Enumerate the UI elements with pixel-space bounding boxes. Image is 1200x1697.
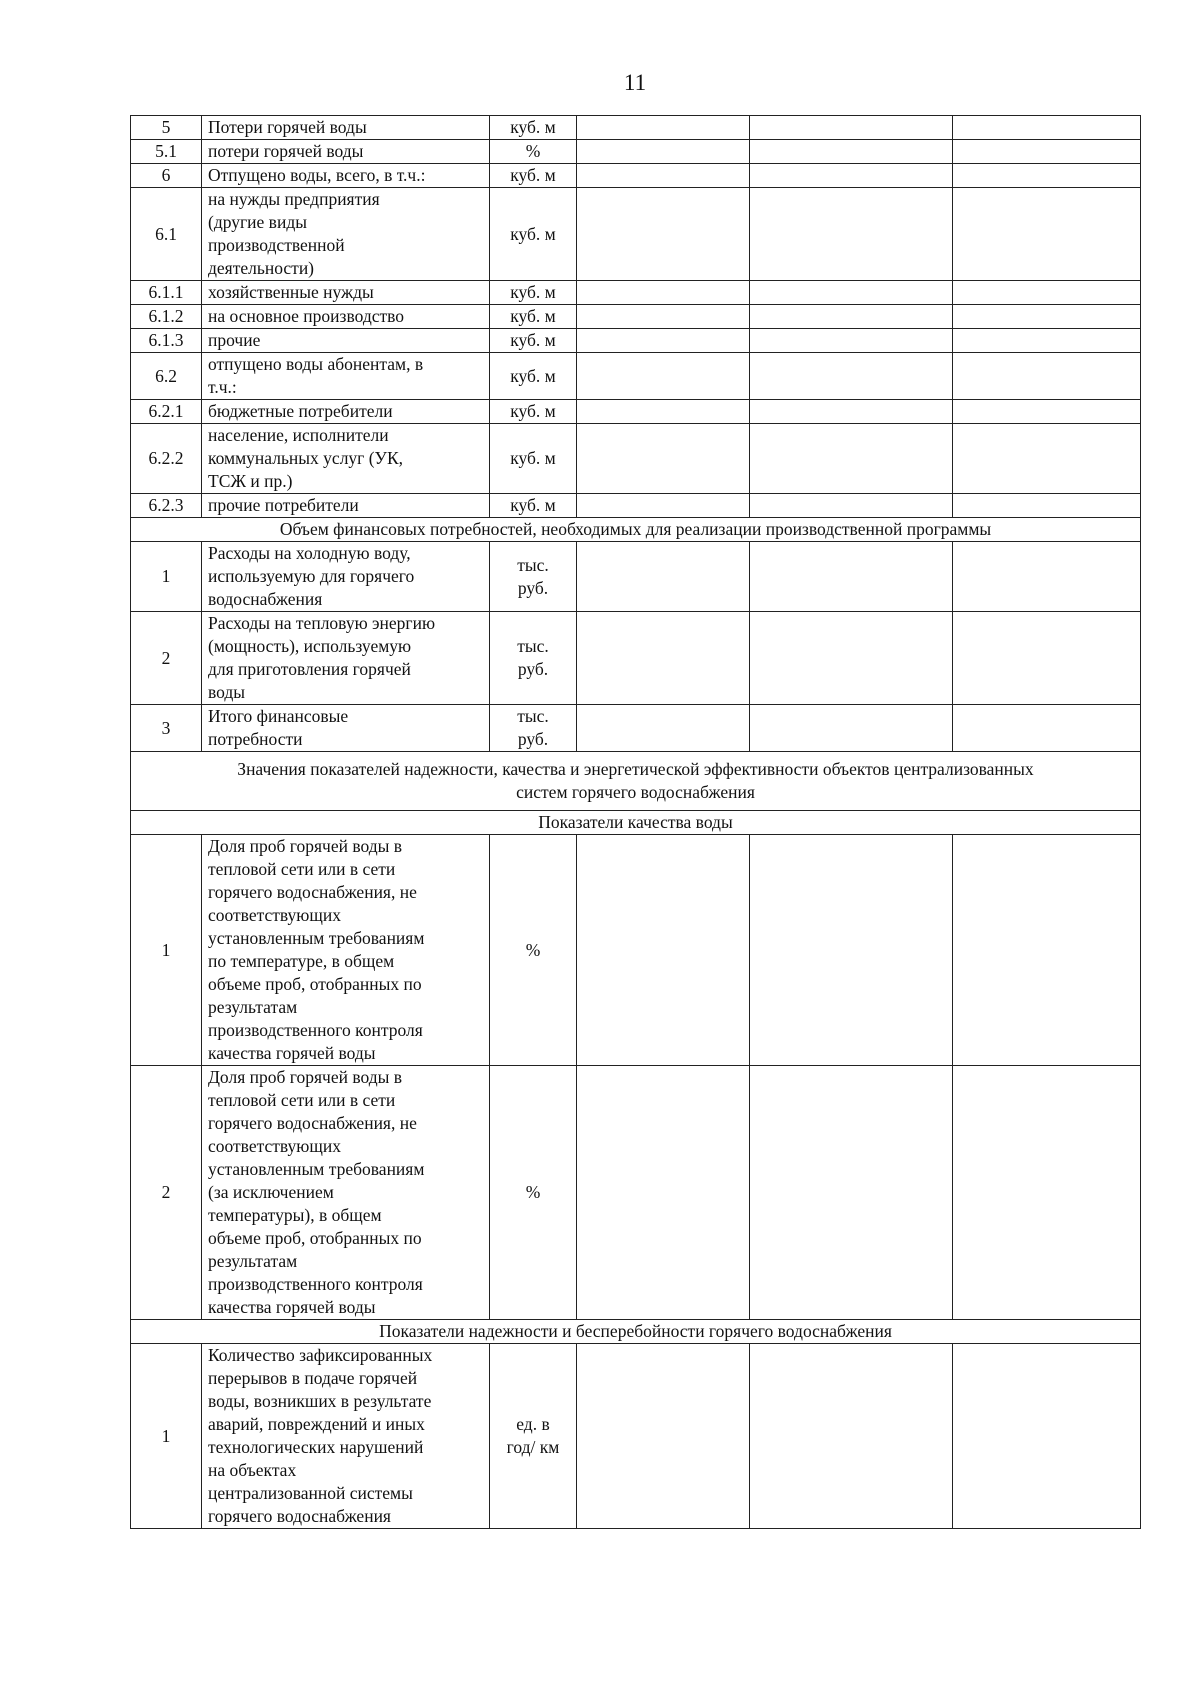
table-row [131, 424, 1141, 494]
value-cell [953, 353, 1141, 400]
value-cell [577, 1066, 750, 1320]
value-cell [953, 329, 1141, 353]
value-cell [577, 281, 750, 305]
value-cell [750, 281, 953, 305]
value-cell [750, 400, 953, 424]
row-number-cell: 6.2.1 [131, 400, 202, 424]
table-row [131, 705, 1141, 752]
table-row [131, 305, 1141, 329]
value-cell [577, 400, 750, 424]
value-cell [750, 1344, 953, 1529]
value-cell [750, 494, 953, 518]
section-heading-quality: Показатели качества воды [131, 811, 1141, 835]
table-row [131, 353, 1141, 400]
row-name-cell: хозяйственные нужды [202, 281, 490, 305]
value-cell [953, 281, 1141, 305]
page-number: 11 [623, 70, 647, 95]
value-cell [953, 542, 1141, 612]
row-number-cell: 6.2.2 [131, 424, 202, 494]
row-name-cell: на нужды предприятия (другие виды производственной деятельности) [202, 188, 490, 281]
value-cell [750, 1066, 953, 1320]
row-unit-cell: % [490, 835, 577, 1066]
table-row [131, 1344, 1141, 1529]
row-number-cell: 6.1.3 [131, 329, 202, 353]
value-cell [750, 140, 953, 164]
section-heading-finance: Объем финансовых потребностей, необходимых для реализации производственной программы [131, 518, 1141, 542]
value-cell [750, 116, 953, 140]
value-cell [577, 164, 750, 188]
value-cell [750, 164, 953, 188]
row-unit-cell: куб. м [490, 494, 577, 518]
row-number-cell: 2 [131, 612, 202, 705]
row-number-cell: 1 [131, 835, 202, 1066]
value-cell [750, 424, 953, 494]
value-cell [750, 705, 953, 752]
row-unit-cell: куб. м [490, 281, 577, 305]
value-cell [577, 835, 750, 1066]
table-row [131, 188, 1141, 281]
table-row [131, 281, 1141, 305]
value-cell [577, 612, 750, 705]
row-number-cell: 1 [131, 542, 202, 612]
value-cell [750, 353, 953, 400]
row-number-cell: 6.1.1 [131, 281, 202, 305]
row-unit-cell: % [490, 1066, 577, 1320]
value-cell [577, 329, 750, 353]
value-cell [577, 188, 750, 281]
row-name-cell: Отпущено воды, всего, в т.ч.: [202, 164, 490, 188]
row-name-cell: население, исполнители коммунальных услуг (УК, ТСЖ и пр.) [202, 424, 490, 494]
value-cell [750, 542, 953, 612]
table-row [131, 612, 1141, 705]
row-name-cell: прочие потребители [202, 494, 490, 518]
value-cell [577, 1344, 750, 1529]
table-row [131, 140, 1141, 164]
row-unit-cell: куб. м [490, 188, 577, 281]
row-unit-cell: куб. м [490, 329, 577, 353]
row-name-cell: Количество зафиксированных перерывов в подаче горячей воды, возникших в результате аварий, повреждений и иных технологических нарушений на объектах централизованной системы горячего водоснабжения [202, 1344, 490, 1529]
row-unit-cell: куб. м [490, 353, 577, 400]
row-name-cell: потери горячей воды [202, 140, 490, 164]
row-number-cell: 3 [131, 705, 202, 752]
value-cell [577, 542, 750, 612]
row-unit-cell: куб. м [490, 400, 577, 424]
row-number-cell: 6.1 [131, 188, 202, 281]
row-number-cell: 1 [131, 1344, 202, 1529]
row-unit-cell: куб. м [490, 424, 577, 494]
value-cell [953, 305, 1141, 329]
section-heading-reliability: Показатели надежности и бесперебойности горячего водоснабжения [131, 1320, 1141, 1344]
value-cell [953, 612, 1141, 705]
row-name-cell: прочие [202, 329, 490, 353]
value-cell [577, 705, 750, 752]
value-cell [953, 1066, 1141, 1320]
value-cell [577, 116, 750, 140]
value-cell [577, 494, 750, 518]
value-cell [953, 705, 1141, 752]
value-cell [577, 140, 750, 164]
production-program-table [130, 115, 1141, 1529]
section-row [131, 518, 1141, 542]
value-cell [953, 1344, 1141, 1529]
value-cell [953, 424, 1141, 494]
table-row [131, 329, 1141, 353]
row-name-cell: отпущено воды абонентам, в т.ч.: [202, 353, 490, 400]
row-name-cell: Потери горячей воды [202, 116, 490, 140]
value-cell [750, 305, 953, 329]
row-unit-cell: тыс. руб. [490, 705, 577, 752]
table-row [131, 164, 1141, 188]
row-unit-cell: куб. м [490, 164, 577, 188]
row-number-cell: 5 [131, 116, 202, 140]
row-name-cell: на основное производство [202, 305, 490, 329]
value-cell [953, 400, 1141, 424]
value-cell [750, 329, 953, 353]
value-cell [750, 612, 953, 705]
row-name-cell: бюджетные потребители [202, 400, 490, 424]
table-row [131, 400, 1141, 424]
row-name-cell: Доля проб горячей воды в тепловой сети или в сети горячего водоснабжения, не соответствующих установленным требованиям (за исключением температуры), в общем объеме проб, отобранных по результатам производственного контроля качества горячей воды [202, 1066, 490, 1320]
section-heading-indicators: Значения показателей надежности, качества и энергетической эффективности объектов централизованных систем горячего водоснабжения [131, 752, 1141, 811]
value-cell [953, 188, 1141, 281]
table-row [131, 542, 1141, 612]
value-cell [750, 835, 953, 1066]
row-unit-cell: куб. м [490, 116, 577, 140]
row-name-cell: Итого финансовые потребности [202, 705, 490, 752]
row-name-cell: Расходы на холодную воду, используемую для горячего водоснабжения [202, 542, 490, 612]
row-name-cell: Доля проб горячей воды в тепловой сети или в сети горячего водоснабжения, не соответствующих установленным требованиям по температуре, в общем объеме проб, отобранных по результатам производственного контроля качества горячей воды [202, 835, 490, 1066]
row-number-cell: 6.1.2 [131, 305, 202, 329]
section-row [131, 811, 1141, 835]
value-cell [953, 164, 1141, 188]
row-number-cell: 6.2.3 [131, 494, 202, 518]
table-row [131, 1066, 1141, 1320]
table-row [131, 835, 1141, 1066]
row-unit-cell: тыс. руб. [490, 612, 577, 705]
row-unit-cell: ед. в год/ км [490, 1344, 577, 1529]
table-row [131, 494, 1141, 518]
row-unit-cell: куб. м [490, 305, 577, 329]
row-number-cell: 6 [131, 164, 202, 188]
value-cell [953, 116, 1141, 140]
row-number-cell: 5.1 [131, 140, 202, 164]
value-cell [953, 835, 1141, 1066]
row-number-cell: 6.2 [131, 353, 202, 400]
row-name-cell: Расходы на тепловую энергию (мощность), используемую для приготовления горячей воды [202, 612, 490, 705]
value-cell [577, 424, 750, 494]
row-unit-cell: % [490, 140, 577, 164]
value-cell [953, 140, 1141, 164]
section-row [131, 1320, 1141, 1344]
value-cell [953, 494, 1141, 518]
row-number-cell: 2 [131, 1066, 202, 1320]
value-cell [577, 353, 750, 400]
value-cell [577, 305, 750, 329]
section-row [131, 752, 1141, 811]
row-unit-cell: тыс. руб. [490, 542, 577, 612]
table-row [131, 116, 1141, 140]
value-cell [750, 188, 953, 281]
